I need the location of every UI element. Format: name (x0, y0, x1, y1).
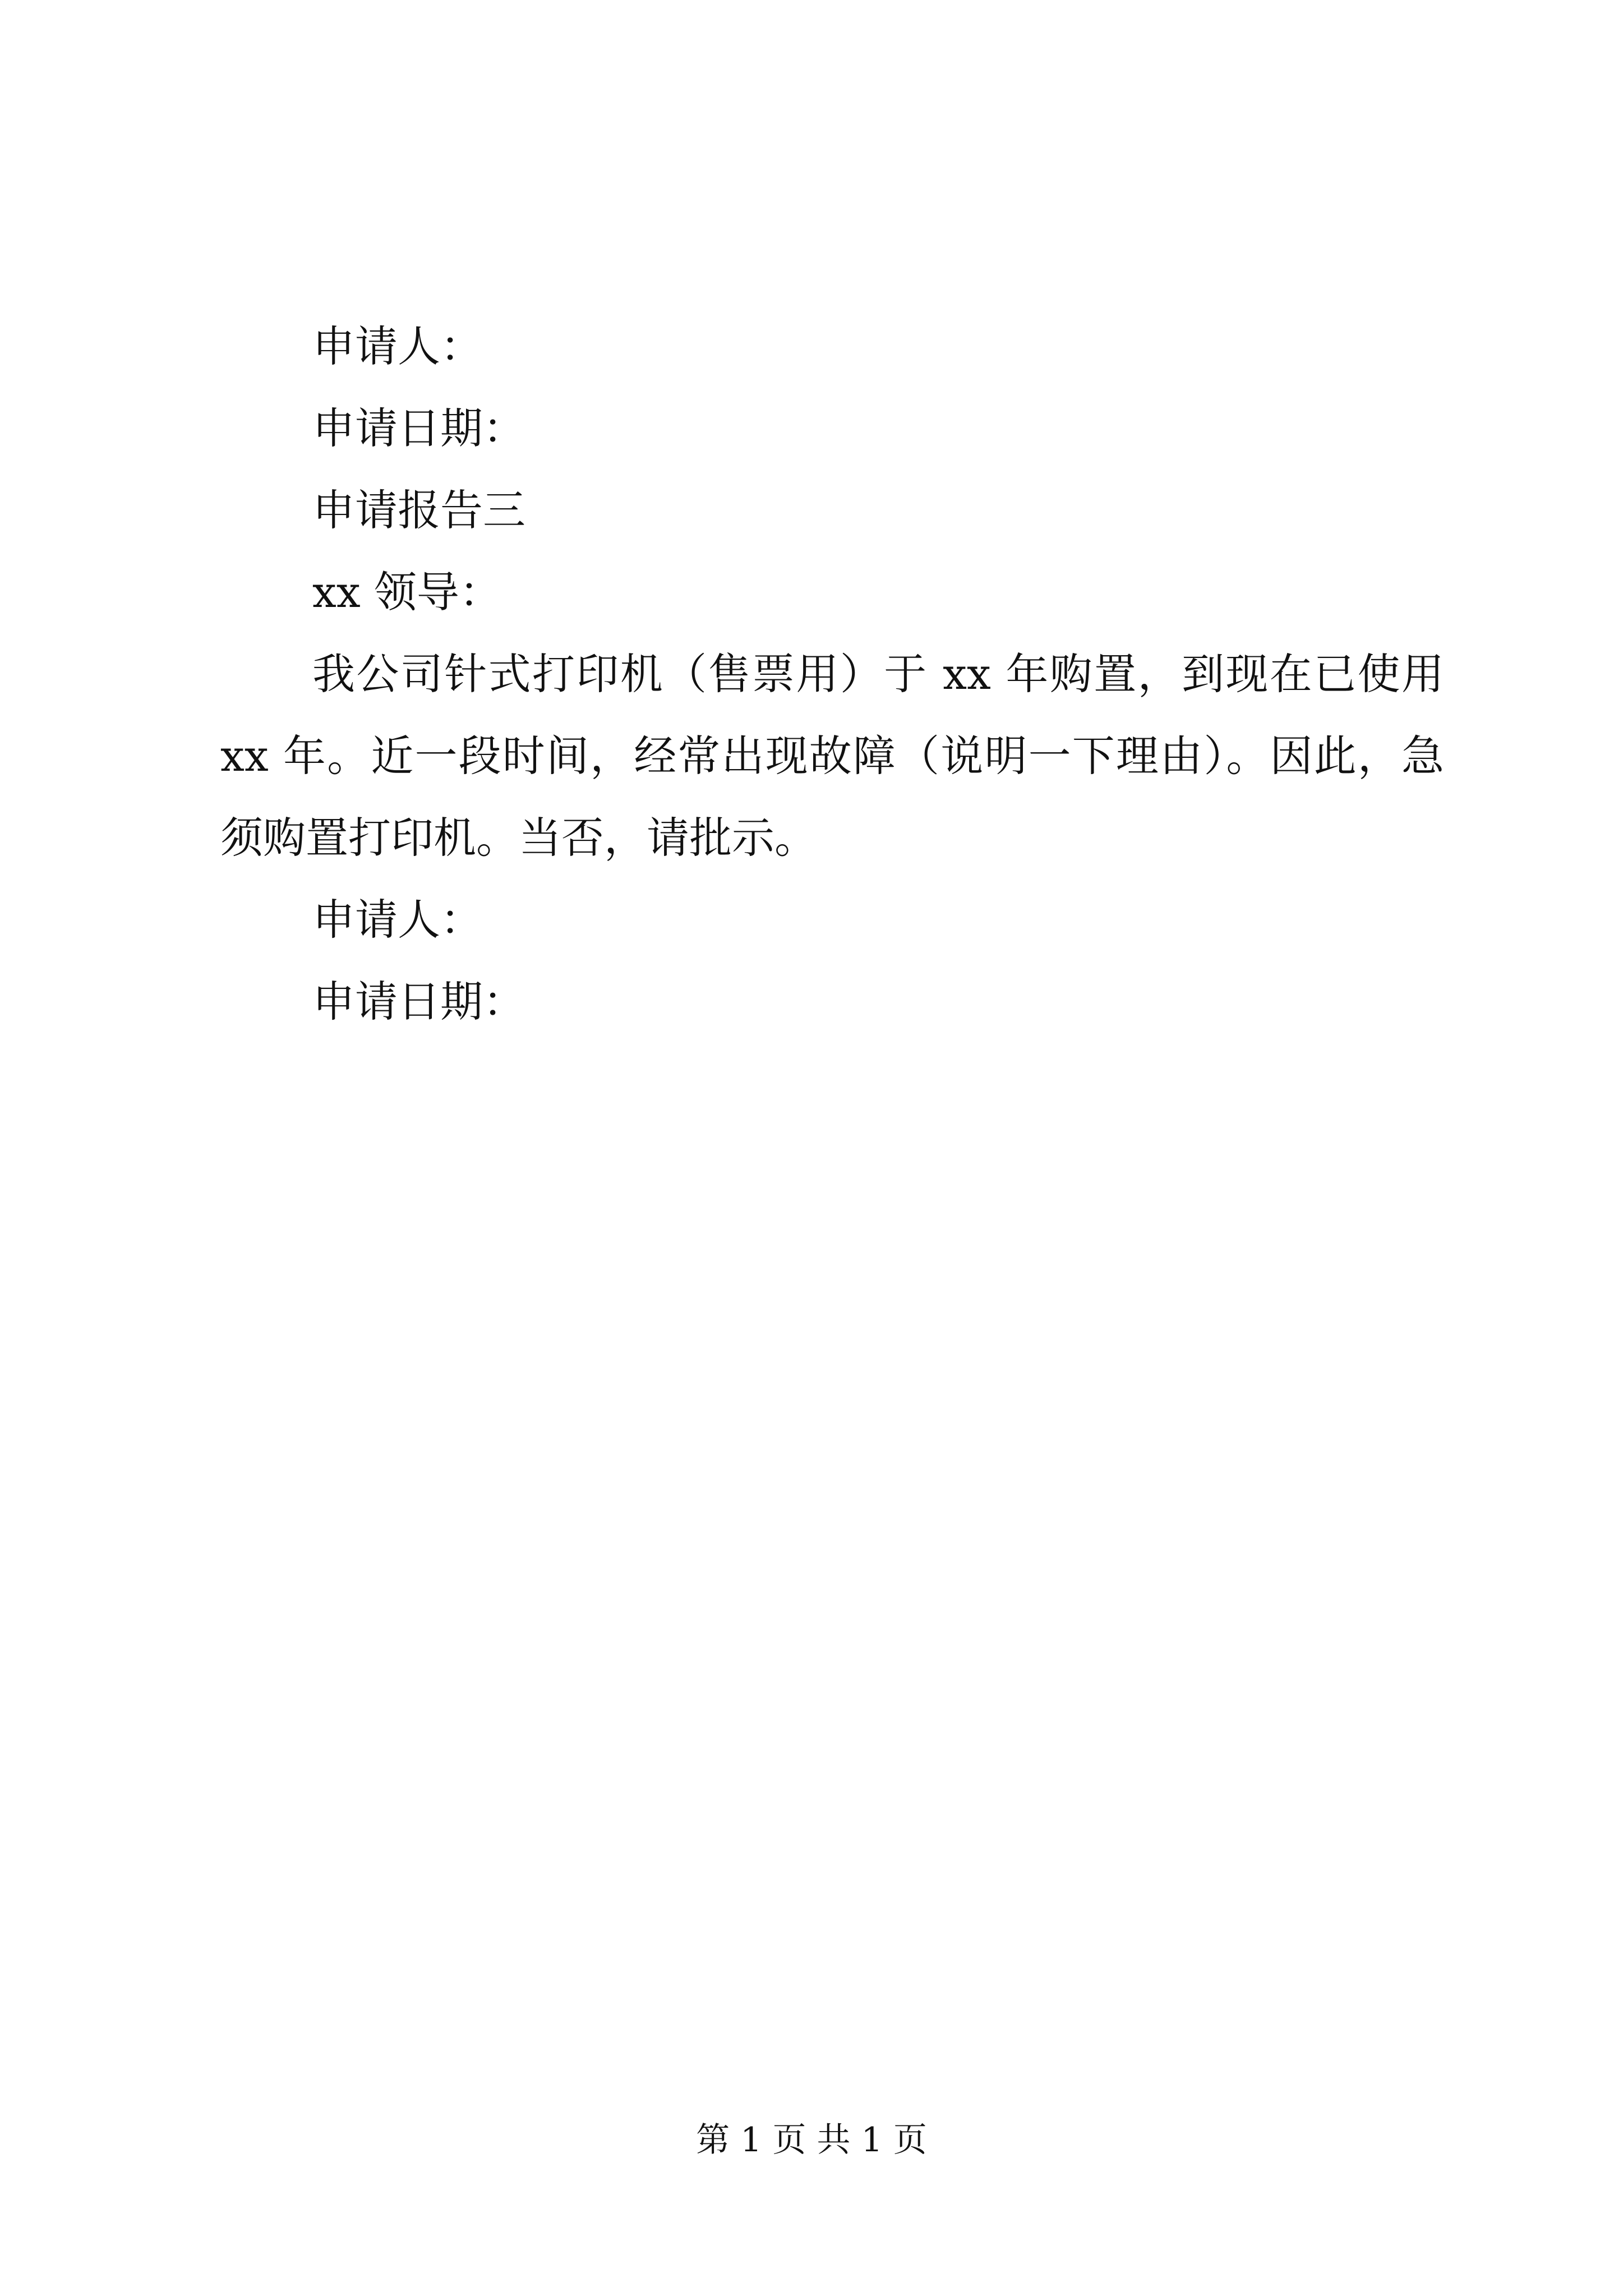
applicant-label: 申请人： (312, 321, 483, 371)
application-date-label-bottom: 申请日期： (312, 977, 525, 1027)
report-title: 申请报告三 (312, 485, 525, 535)
applicant-label-bottom: 申请人： (312, 895, 483, 945)
page-footer: 第 1 页 共 1 页 (696, 2120, 927, 2160)
document-body (220, 306, 1444, 1043)
body-paragraph: 我公司针式打印机（售票用）于 xx 年购置，到现在已使用 xx 年。近一段时间，经常出现故障（说明一下理由）。因此，急须购置打印机。当否，请批示。 (220, 649, 1444, 863)
application-date-label: 申请日期： (312, 403, 525, 453)
salutation: xx 领导： (312, 567, 502, 617)
